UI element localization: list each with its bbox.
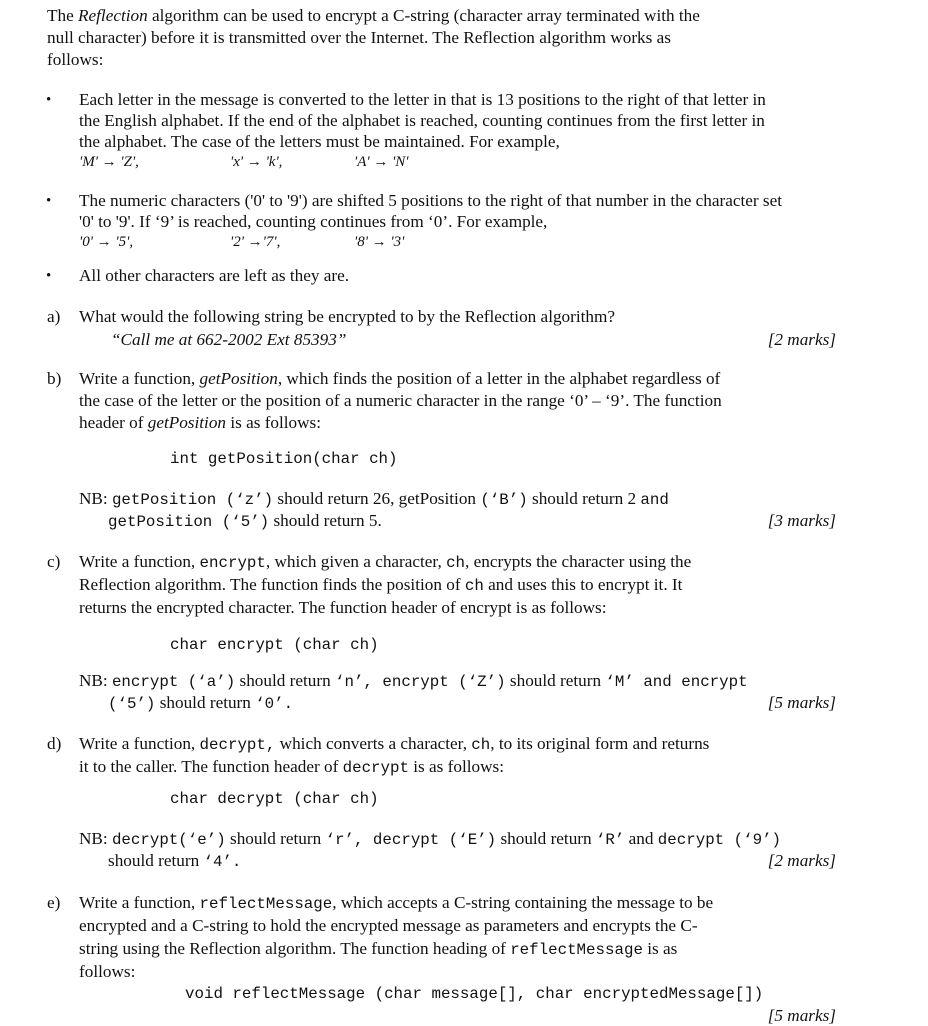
bullet-marker: • [46,92,52,108]
question-d-code: char decrypt (char ch) [170,790,379,808]
question-b-line-1: Write a function, getPosition, which finds the position of a letter in the alphabet regardless of [79,369,721,388]
intro-line-2: null character) before it is transmitted over the Internet. The Reflection algorithm works as [47,28,671,47]
question-b-code: int getPosition(char ch) [170,450,398,468]
question-c-marks: [5 marks] [767,693,836,712]
question-d-nb-line-2: should return ‘4’. [108,851,242,871]
question-e-line-3: string using the Reflection algorithm. The function heading of reflectMessage is as [79,939,678,959]
question-c-code: char encrypt (char ch) [170,636,379,654]
question-e-label: e) [47,893,61,912]
question-a-marks: [2 marks] [767,330,836,349]
bullet-1-example-2: 'x' → 'k', [230,154,283,170]
question-c-line-3: returns the encrypted character. The function header of encrypt is as follows: [79,598,607,617]
question-c-nb-line-1: NB: encrypt (‘a’) should return ‘n’, encrypt (‘Z’) should return ‘M’ and encrypt [79,671,748,691]
question-b-nb-line-1: NB: getPosition (‘z’) should return 26, getPosition (‘B’) should return 2 and [79,489,669,509]
question-b-line-3: header of getPosition is as follows: [79,413,322,432]
question-c-nb-line-2: (‘5’) should return ‘0’. [108,693,294,713]
question-b-nb-line-2: getPosition (‘5’) should return 5. [108,511,382,531]
question-a-line-1: What would the following string be encrypted to by the Reflection algorithm? [79,307,616,326]
question-a-label: a) [47,307,61,326]
intro-line-1: The Reflection algorithm can be used to encrypt a C-string (character array terminated with the [47,6,700,25]
question-d-nb-line-1: NB: decrypt(‘e’) should return ‘r’, decrypt (‘E’) should return ‘R’ and decrypt (‘9’) [79,829,782,849]
bullet-1-line-1: Each letter in the message is converted to the letter in that is 13 positions to the right of that letter in [79,90,766,109]
bullet-marker: • [46,268,52,284]
question-c-line-2: Reflection algorithm. The function finds the position of ch and uses this to encrypt it. It [79,575,683,595]
question-d-label: d) [47,734,62,753]
question-b-line-2: the case of the letter or the position of a numeric character in the range ‘0’ – ‘9’. The function [79,391,722,410]
question-e-line-2: encrypted and a C-string to hold the encrypted message as parameters and encrypts the C- [79,916,698,935]
question-d-line-1: Write a function, decrypt, which converts a character, ch, to its original form and returns [79,734,710,754]
question-b-label: b) [47,369,62,388]
question-d-marks: [2 marks] [767,851,836,870]
bullet-2-line-1: The numeric characters ('0' to '9') are shifted 5 positions to the right of that number in the character set [79,191,782,210]
question-e-marks: [5 marks] [767,1006,836,1025]
question-e-line-1: Write a function, reflectMessage, which accepts a C-string containing the message to be [79,893,714,913]
question-a-quote: “Call me at 662-2002 Ext 85393” [111,330,347,349]
bullet-2-example-2: '2' →'7', [230,234,281,250]
question-b-marks: [3 marks] [767,511,836,530]
bullet-2-line-2: '0' to '9'. If ‘9’ is reached, counting continues from ‘0’. For example, [79,212,548,231]
bullet-marker: • [46,193,52,209]
question-c-label: c) [47,552,61,571]
intro-line-3: follows: [47,50,104,69]
question-e-line-4: follows: [79,962,136,981]
bullet-1-line-2: the English alphabet. If the end of the alphabet is reached, counting continues from the first letter in [79,111,765,130]
bullet-1-example-3: 'A' → 'N' [354,154,409,170]
bullet-2-example-1: '0' → '5', [79,234,134,250]
question-e-code: void reflectMessage (char message[], char encryptedMessage[]) [185,985,764,1003]
question-c-line-1: Write a function, encrypt, which given a character, ch, encrypts the character using the [79,552,692,572]
bullet-1-line-3: the alphabet. The case of the letters must be maintained. For example, [79,132,560,151]
bullet-3-line-1: All other characters are left as they are. [79,266,350,285]
question-d-line-2: it to the caller. The function header of decrypt is as follows: [79,757,504,777]
bullet-1-example-1: 'M' → 'Z', [79,154,139,170]
bullet-2-example-3: '8' → '3' [354,234,405,250]
